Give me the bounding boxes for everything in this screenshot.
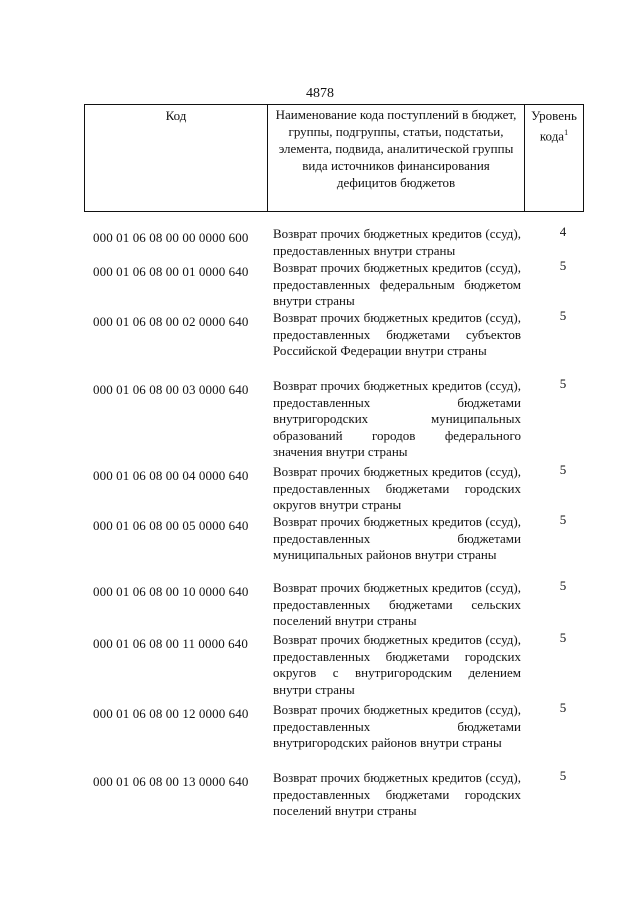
row-code: 000 01 06 08 00 13 0000 640 [93, 774, 249, 789]
row-description: Возврат прочих бюджетных кредитов (ссуд), предоставленных бюджетами сельских поселений внутри страны [273, 580, 521, 628]
row-code: 000 01 06 08 00 00 0000 600 [93, 230, 249, 245]
row-description: Возврат прочих бюджетных кредитов (ссуд), предоставленных федеральным бюджетом внутри страны [273, 260, 521, 308]
row-description: Возврат прочих бюджетных кредитов (ссуд), предоставленных бюджетами субъектов Российской Федерации внутри страны [273, 310, 521, 358]
header-name-column [268, 105, 525, 211]
row-level: 5 [559, 578, 567, 593]
row-description: Возврат прочих бюджетных кредитов (ссуд), предоставленных бюджетами внутригородских районов внутри страны [273, 702, 521, 750]
table-header [84, 104, 584, 212]
page-number: 4878 [306, 86, 334, 101]
row-level: 5 [559, 376, 567, 391]
header-level-column [525, 105, 583, 211]
row-description: Возврат прочих бюджетных кредитов (ссуд), предоставленных бюджетами городских поселений внутри страны [273, 770, 521, 818]
header-level-label: Уровень кода [531, 108, 577, 144]
row-code: 000 01 06 08 00 05 0000 640 [93, 518, 249, 533]
row-code: 000 01 06 08 00 12 0000 640 [93, 706, 249, 721]
row-code: 000 01 06 08 00 01 0000 640 [93, 264, 249, 279]
row-code: 000 01 06 08 00 03 0000 640 [93, 382, 249, 397]
row-code: 000 01 06 08 00 10 0000 640 [93, 584, 249, 599]
header-code-label: Код [165, 108, 187, 123]
row-level: 5 [559, 308, 567, 323]
row-code: 000 01 06 08 00 02 0000 640 [93, 314, 249, 329]
header-code-column [85, 105, 268, 211]
row-description: Возврат прочих бюджетных кредитов (ссуд), предоставленных бюджетами городских округов с внутригородским делением внутри страны [273, 632, 521, 697]
header-level-footnote: 1 [564, 128, 569, 137]
row-description: Возврат прочих бюджетных кредитов (ссуд), предоставленных бюджетами внутригородских муниципальных образований городов федерального значения внутри страны [273, 378, 521, 459]
row-level: 5 [559, 258, 567, 273]
row-level: 5 [559, 768, 567, 783]
row-code: 000 01 06 08 00 11 0000 640 [93, 636, 248, 651]
row-code: 000 01 06 08 00 04 0000 640 [93, 468, 249, 483]
row-description: Возврат прочих бюджетных кредитов (ссуд), предоставленных внутри страны [273, 226, 521, 258]
row-level: 5 [559, 700, 567, 715]
row-description: Возврат прочих бюджетных кредитов (ссуд), предоставленных бюджетами городских округов внутри страны [273, 464, 521, 512]
row-description: Возврат прочих бюджетных кредитов (ссуд), предоставленных бюджетами муниципальных районов внутри страны [273, 514, 521, 562]
row-level: 4 [559, 224, 567, 239]
row-level: 5 [559, 462, 567, 477]
header-name-label: Наименование кода поступлений в бюджет, группы, подгруппы, статьи, подстатьи, элемента, подвида, аналитической группы вида источников финансирования дефицитов бюджетов [275, 107, 517, 190]
row-level: 5 [559, 512, 567, 527]
row-level: 5 [559, 630, 567, 645]
